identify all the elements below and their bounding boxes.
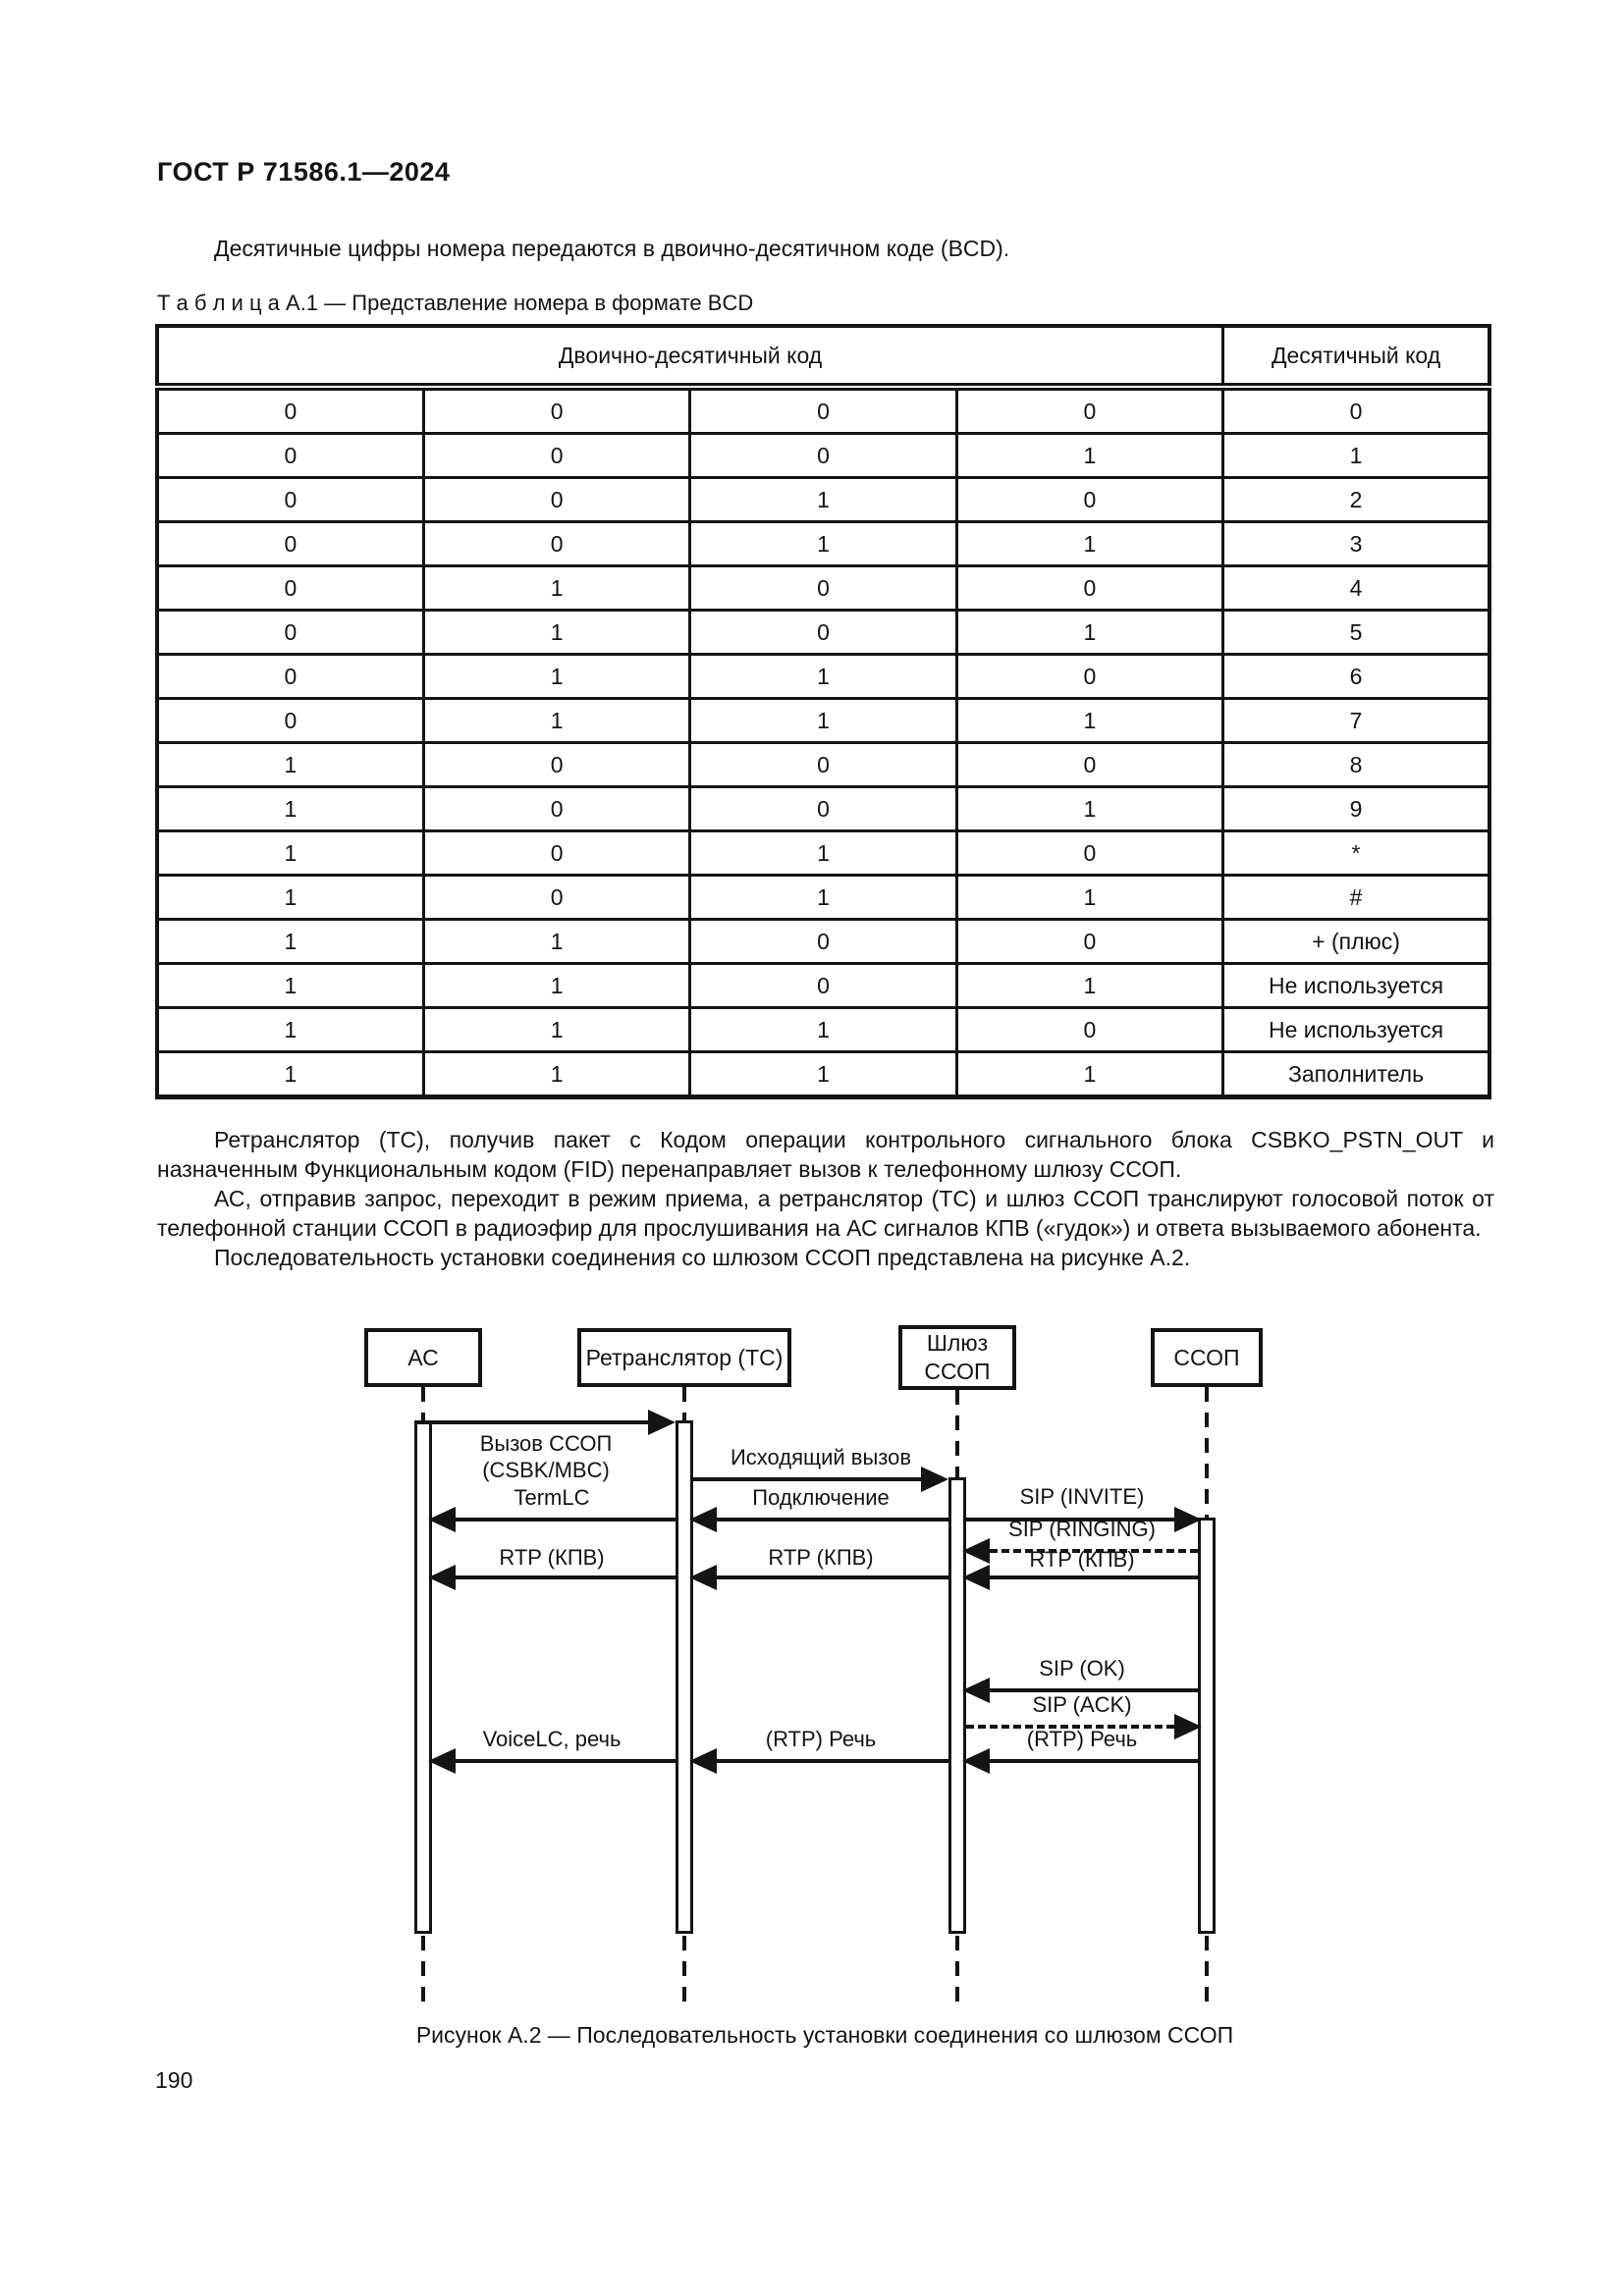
message-label: TermLC [514,1485,590,1510]
table-header-bcd: Двоично-десятичный код [157,326,1223,387]
table-cell: 1 [690,699,956,743]
lifeline-pstn-top [1205,1387,1209,1520]
message-arrow-connect [693,1518,948,1522]
table-cell: 2 [1223,478,1489,522]
table-cell: 0 [157,478,423,522]
activation-bar-retranslator [676,1420,693,1934]
arrowhead-icon [689,1507,717,1532]
table-cell: 0 [157,566,423,611]
message-label: (RTP) Речь [765,1727,877,1751]
message-arrow-rtp-kpv-1 [432,1575,676,1579]
table-cell: 1 [956,699,1222,743]
table-cell: 0 [690,434,956,478]
table-cell: 1 [423,1008,689,1052]
message-label: Подключение [752,1485,890,1510]
activation-bar-as [414,1420,432,1934]
table-cell: 0 [423,478,689,522]
table-header-decimal: Десятичный код [1223,326,1489,387]
actor-box-gateway: Шлюз ССОП [898,1325,1016,1390]
table-cell: 1 [423,655,689,699]
table-cell: 1 [690,876,956,920]
table-cell: 5 [1223,611,1489,655]
table-cell: 0 [690,743,956,787]
table-cell: 1 [690,1052,956,1097]
table-cell: 0 [423,387,689,434]
table-cell: 0 [956,566,1222,611]
table-cell: 0 [956,655,1222,699]
arrowhead-icon [689,1748,717,1774]
table-cell: 1 [157,743,423,787]
table-cell: 0 [956,1008,1222,1052]
lifeline-as-top [421,1387,425,1422]
table-cell: 3 [1223,522,1489,566]
document-header: ГОСТ Р 71586.1—2024 [157,157,451,187]
table-cell: 0 [1223,387,1489,434]
table-cell: Не используется [1223,964,1489,1008]
table-cell: 1 [423,699,689,743]
table-cell: 1 [956,876,1222,920]
table-cell: 0 [690,787,956,831]
lifeline-gateway-bottom [955,1936,959,2004]
arrowhead-icon [962,1565,990,1590]
table-cell: 1 [423,920,689,964]
table-cell: # [1223,876,1489,920]
figure-caption: Рисунок А.2 — Последовательность установки соединения со шлюзом ССОП [415,2022,1234,2048]
actor-box-retranslator: Ретранслятор (ТС) [577,1328,791,1387]
table-cell: 1 [157,876,423,920]
table-cell: 1 [690,831,956,876]
table-cell: 7 [1223,699,1489,743]
table-cell: 0 [956,478,1222,522]
message-label: SIP (ACK) [1032,1692,1132,1717]
arrowhead-icon [428,1565,456,1590]
table-cell: 0 [423,876,689,920]
table-cell: 1 [690,1008,956,1052]
lifeline-retranslator-top [682,1387,686,1422]
arrowhead-icon [1174,1714,1202,1739]
message-label: SIP (RINGING) [1008,1517,1156,1541]
table-caption: Т а б л и ц а А.1 — Представление номера в формате BCD [157,291,754,315]
arrowhead-icon [921,1467,948,1492]
table-cell: 0 [956,743,1222,787]
table-cell: 1 [157,787,423,831]
table-cell: 0 [423,434,689,478]
table-cell: 1 [956,522,1222,566]
table-cell: Заполнитель [1223,1052,1489,1097]
message-label: Вызов ССОП (CSBK/MBC) [479,1431,613,1482]
table-cell: + (плюс) [1223,920,1489,964]
message-arrow-rtp-speech-1 [693,1759,948,1763]
table-cell: 0 [690,611,956,655]
table-cell: 8 [1223,743,1489,787]
table-cell: 0 [423,522,689,566]
lifeline-gateway-top [955,1390,959,1479]
table-cell: 1 [157,1008,423,1052]
arrowhead-icon [962,1538,990,1564]
message-arrow-call [414,1420,672,1424]
message-label: (RTP) Речь [1026,1727,1138,1751]
table-cell: 1 [423,566,689,611]
message-arrow-outgoing-call [693,1477,945,1481]
table-cell: 0 [956,387,1222,434]
body-paragraph: Последовательность установки соединения со шлюзом ССОП представлена на рисунке А.2. [214,1245,1191,1270]
message-label: RTP (КПВ) [1029,1547,1135,1572]
lifeline-as-bottom [421,1936,425,2004]
table-cell: 1 [690,655,956,699]
message-label: SIP (OK) [1039,1656,1125,1681]
table-cell: 1 [956,964,1222,1008]
arrowhead-icon [962,1678,990,1703]
table-cell: 1 [956,434,1222,478]
table-cell: 0 [690,920,956,964]
table-cell: 1 [690,478,956,522]
lifeline-pstn-bottom [1205,1936,1209,2004]
message-label: RTP (КПВ) [499,1545,605,1570]
actor-box-as: АС [364,1328,482,1387]
arrowhead-icon [689,1565,717,1590]
table-cell: 1 [157,920,423,964]
table-cell: 0 [157,699,423,743]
message-label: SIP (INVITE) [1019,1484,1145,1509]
table-cell: 1 [1223,434,1489,478]
table-cell: 1 [956,1052,1222,1097]
table-cell: 0 [157,655,423,699]
arrowhead-icon [962,1748,990,1774]
table-cell: 0 [690,387,956,434]
table-cell: 1 [157,1052,423,1097]
table-cell: 1 [157,964,423,1008]
intro-paragraph: Десятичные цифры номера передаются в двоично-десятичном коде (BCD). [214,236,1010,261]
body-paragraph: Ретранслятор (ТС), получив пакет с Кодом операции контрольного сигнального блока CSBKO_PSTN_OUT и назначенным Функциональным кодом (FID) перенаправляет вызов к телефонному шлюзу ССОП. [157,1127,1494,1182]
table-cell: 0 [157,434,423,478]
table-cell: 1 [423,964,689,1008]
table-cell: 9 [1223,787,1489,831]
table-cell: 1 [690,522,956,566]
message-arrow-rtp-kpv-2 [693,1575,948,1579]
message-arrow-rtp-speech-2 [966,1759,1198,1763]
actor-box-pstn: ССОП [1151,1328,1263,1387]
table-cell: 0 [157,522,423,566]
table-cell: * [1223,831,1489,876]
message-arrow-termlc [432,1518,676,1522]
message-label: Исходящий вызов [730,1445,912,1469]
table-cell: 0 [423,831,689,876]
arrowhead-icon [428,1748,456,1774]
table-cell: 1 [157,831,423,876]
message-arrow-voicelc [432,1759,676,1763]
message-label: VoiceLC, речь [482,1727,622,1751]
table-cell: 0 [956,831,1222,876]
table-cell: 1 [423,1052,689,1097]
table-cell: 0 [157,387,423,434]
arrowhead-icon [1174,1507,1202,1532]
lifeline-retranslator-bottom [682,1936,686,2004]
table-cell: 0 [956,920,1222,964]
body-paragraph: АС, отправив запрос, переходит в режим приема, а ретранслятор (ТС) и шлюз ССОП транслируют голосовой поток от телефонной станции ССОП в радиоэфир для прослушивания на АС сигналов КПВ («гудок») и ответа вызываемого абонента. [157,1186,1494,1241]
table-cell: 1 [423,611,689,655]
table-cell: Не используется [1223,1008,1489,1052]
table-cell: 0 [690,566,956,611]
table-cell: 4 [1223,566,1489,611]
page-number: 190 [155,2067,193,2093]
table-cell: 0 [690,964,956,1008]
table-cell: 0 [423,787,689,831]
table-cell: 0 [423,743,689,787]
table-cell: 6 [1223,655,1489,699]
message-label: RTP (КПВ) [768,1545,874,1570]
message-arrow-rtp-kpv-3 [966,1575,1198,1579]
table-cell: 1 [956,611,1222,655]
table-cell: 1 [956,787,1222,831]
table-cell: 0 [157,611,423,655]
arrowhead-icon [428,1507,456,1532]
